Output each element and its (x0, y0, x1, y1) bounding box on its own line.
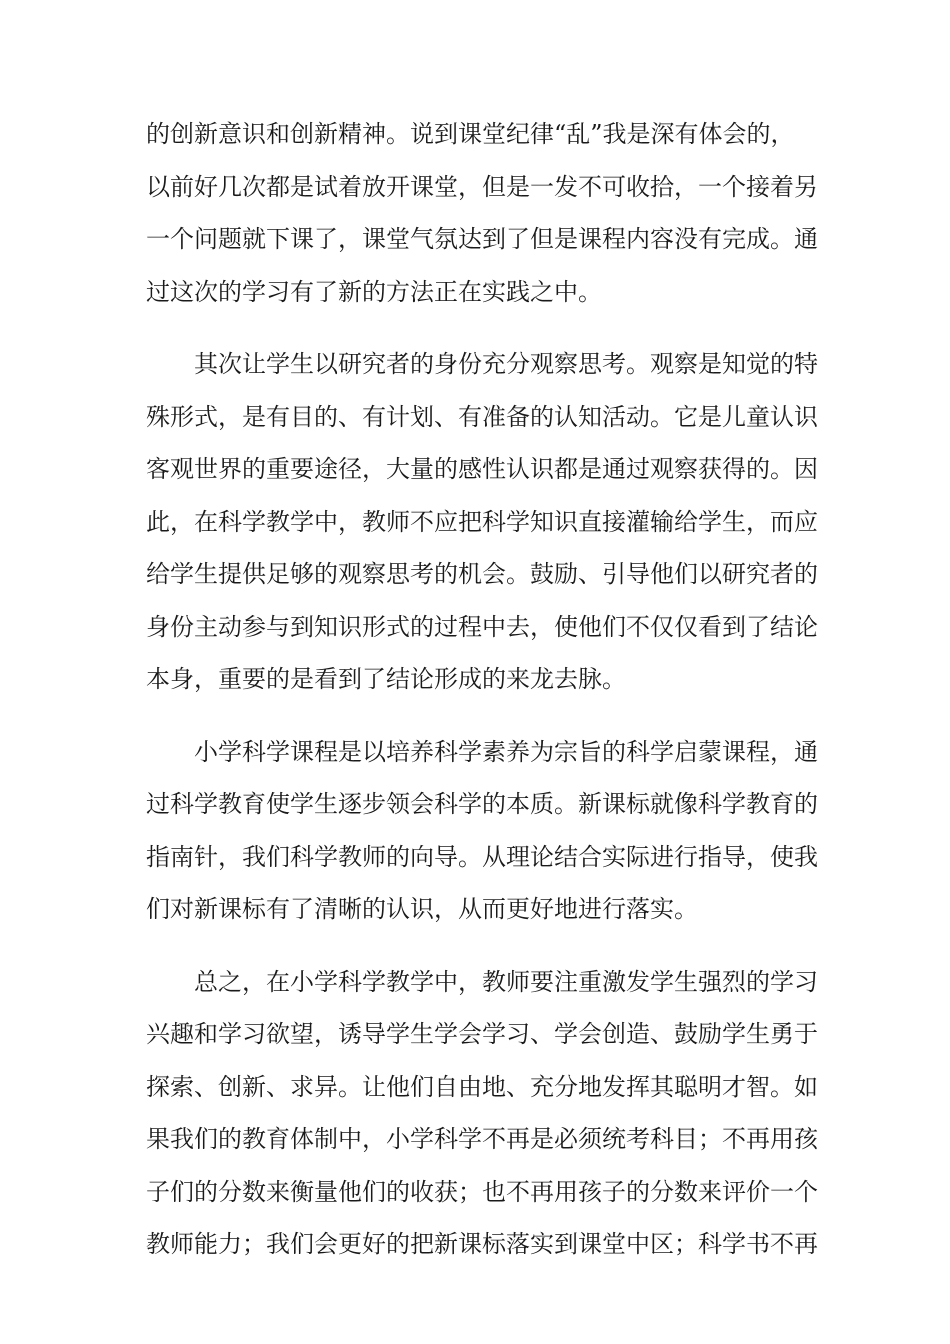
text-line: 此，在科学教学中，教师不应把科学知识直接灌输给学生，而应 (146, 507, 818, 536)
document-body (146, 108, 818, 1291)
text-line: 以前好几次都是试着放开课堂，但是一发不可收拾，一个接着另 (146, 172, 818, 201)
text-line: 小学科学课程是以培养科学素养为宗旨的科学启蒙课程，通 (194, 737, 818, 766)
text-line: 本身，重要的是看到了结论形成的来龙去脉。 (146, 665, 626, 693)
text-line: 殊形式，是有目的、有计划、有准备的认知活动。它是儿童认识 (146, 402, 818, 431)
text-line: 教师能力；我们会更好的把新课标落实到课堂中区；科学书不再 (146, 1230, 818, 1258)
text-line: 一个问题就下课了，课堂气氛达到了但是课程内容没有完成。通 (146, 225, 818, 253)
paragraph-4 (146, 956, 818, 1271)
text-line: 指南针，我们科学教师的向导。从理论结合实际进行指导，使我 (146, 842, 818, 871)
paragraph-2 (146, 338, 818, 706)
text-line: 身份主动参与到知识形式的过程中去，使他们不仅仅看到了结论 (146, 612, 818, 641)
text-line: 过科学教育使学生逐步领会科学的本质。新课标就像科学教育的 (146, 790, 818, 818)
text-line: 果我们的教育体制中，小学科学不再是必须统考科目；不再用孩 (146, 1125, 818, 1153)
paragraph-3 (146, 726, 818, 936)
text-line: 总之，在小学科学教学中，教师要注重激发学生强烈的学习 (194, 967, 818, 996)
text-line: 的创新意识和创新精神。说到课堂纪律“乱”我是深有体会的， (146, 120, 795, 148)
text-line: 子们的分数来衡量他们的收获；也不再用孩子的分数来评价一个 (146, 1177, 818, 1206)
paragraph-1 (146, 108, 818, 318)
text-line: 客观世界的重要途径，大量的感性认识都是通过观察获得的。因 (146, 455, 818, 483)
text-line: 兴趣和学习欲望，诱导学生学会学习、学会创造、鼓励学生勇于 (146, 1020, 818, 1048)
text-line: 们对新课标有了清晰的认识，从而更好地进行落实。 (146, 895, 698, 923)
text-line: 其次让学生以研究者的身份充分观察思考。观察是知觉的特 (194, 350, 818, 378)
text-line: 探索、创新、求异。让他们自由地、充分地发挥其聪明才智。如 (146, 1072, 818, 1101)
text-line: 给学生提供足够的观察思考的机会。鼓励、引导他们以研究者的 (146, 560, 818, 588)
text-line: 过这次的学习有了新的方法正在实践之中。 (146, 277, 602, 306)
